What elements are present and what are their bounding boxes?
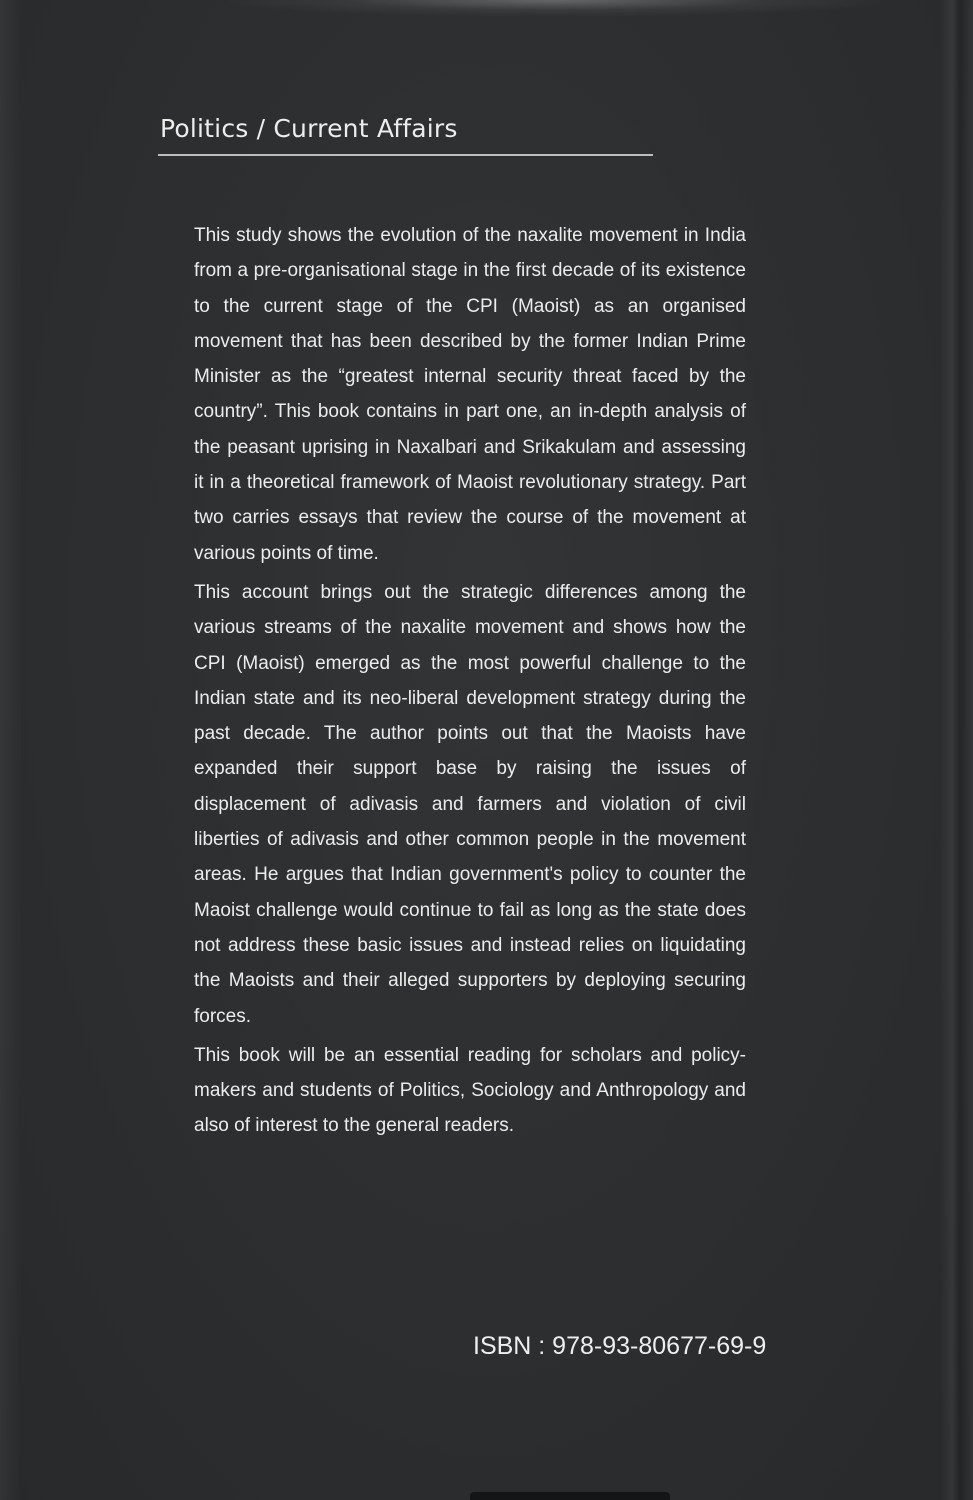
blurb-paragraph-3: This book will be an essential reading for scholars and policy-makers and students of Politics, Sociology and Anthropology and also of interest to the general readers. (194, 1044, 746, 1137)
blurb-paragraph-1: This study shows the evolution of the naxalite movement in India from a pre-organisational stage in the first decade of its existence to the current stage of the CPI (Maoist) as an organised movement that has been described by the former Indian Prime Minister as the “greatest internal security threat faced by the country”. This book contains in part one, an in-depth analysis of the peasant uprising in Naxalbari and Srikakulam and assessing it in a theoretical framework of Maoist revolutionary strategy. Part two carries essays that review the course of the movement at various points of time. (194, 225, 746, 564)
blurb-paragraph-2: This account brings out the strategic differences among the various streams of the naxalite movement and shows how the CPI (Maoist) emerged as the most powerful challenge to the Indian state and its neo-liberal development strategy during the past decade. The author points out that the Maoists have expanded their support base by raising the issues of displacement of adivasis and farmers and violation of civil liberties of adivasis and other common people in the movement areas. He argues that Indian government's policy to counter the Maoist challenge would continue to fail as long as the state does not address these basic issues and instead relies on liquidating the Maoists and their alleged supporters by deploying securing forces. (194, 581, 746, 1027)
scan-shadow (470, 1492, 670, 1500)
category-heading: Politics / Current Affairs (160, 114, 458, 143)
category-divider (158, 154, 653, 156)
scan-glare (230, 0, 880, 16)
blurb-text (194, 218, 746, 1148)
isbn-number: ISBN : 978-93-80677-69-9 (473, 1332, 767, 1360)
